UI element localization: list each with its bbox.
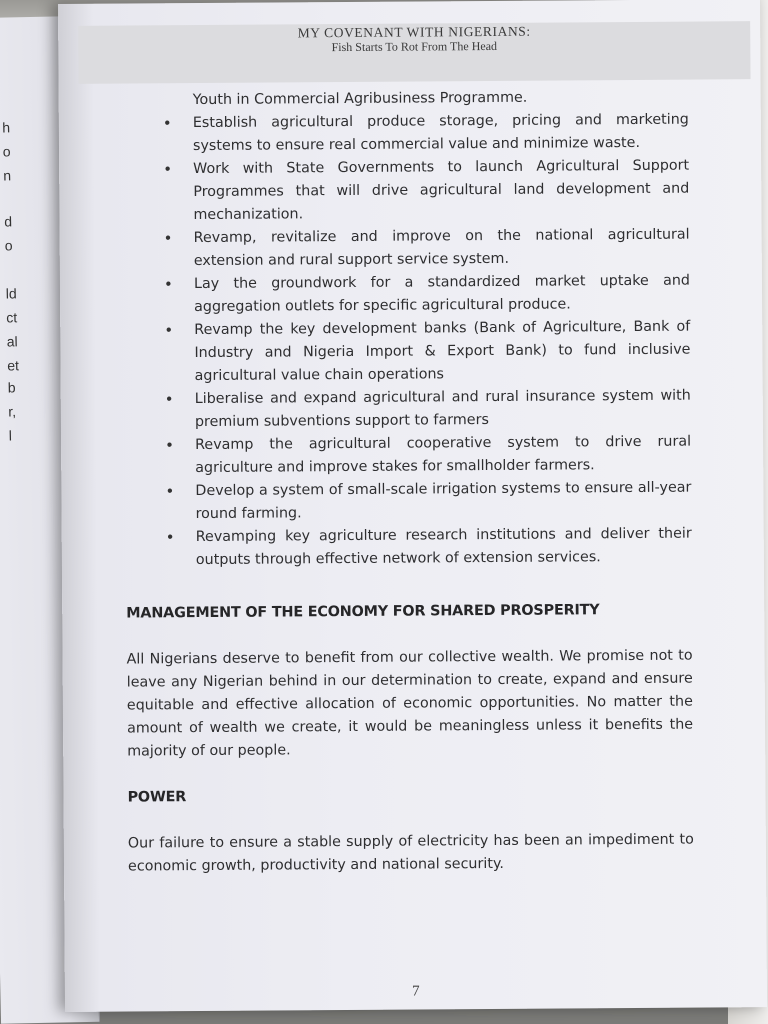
left-page-fragment: ld [5, 285, 17, 302]
left-page-fragment: ct [6, 309, 18, 326]
list-item: • Establish agricultural produce storage, pricing and marketing systems to ensure real commercial value and minimize waste. [123, 109, 689, 159]
list-item: • Develop a system of small-scale irrigation systems to ensure all-year round farming. [125, 477, 691, 527]
page-header [78, 21, 750, 84]
left-page-fragment: o [2, 143, 11, 160]
book-page [58, 0, 767, 1012]
list-item: • Revamp, revitalize and improve on the national agricultural extension and rural support service system. [124, 224, 690, 274]
section-paragraph-economy: All Nigerians deserve to benefit from our collective wealth. We promise not to leave any Nigerian behind in our determination to create, expand and ensure equitable and effective allocation of economic opportunities. No matter the amount of wealth we create, it would be meaningless unless it benefits the majority of our people. [126, 647, 694, 760]
left-page-fragment: d [4, 213, 13, 230]
left-page-fragment: l [8, 427, 13, 444]
page-number: 7 [412, 983, 420, 1000]
left-page-fragment: al [6, 333, 18, 350]
continued-bullet-line: Youth in Commercial Agribusiness Programme. [192, 89, 528, 109]
list-item: • Revamping key agriculture research institutions and deliver their outputs through effective network of extension services. [126, 523, 692, 573]
left-page-fragment: h [2, 119, 11, 136]
left-page-fragment: n [3, 167, 12, 184]
left-page-fragment: et [7, 357, 20, 374]
left-page-fragment: r, [8, 403, 17, 420]
list-item: • Revamp the agricultural cooperative system to drive rural agriculture and improve stakes for smallholder farmers. [125, 431, 691, 481]
list-item: • Revamp the key development banks (Bank of Agriculture, Bank of Industry and Nigeria Import & Export Bank) to fund inclusive agricultural value chain operations [124, 316, 690, 389]
left-page-fragment: b [7, 379, 16, 396]
list-item: • Work with State Governments to launch Agricultural Support Programmes that will drive agricultural land development and mechanization. [123, 155, 689, 228]
section-paragraph-power: Our failure to ensure a stable supply of electricity has been an impediment to economic growth, productivity and national security. [127, 831, 694, 875]
list-item: • Lay the groundwork for a standardized market uptake and aggregation outlets for specific agricultural produce. [124, 270, 690, 320]
page-content [123, 86, 694, 879]
left-page-fragment: o [4, 237, 13, 254]
header-title: MY COVENANT WITH NIGERIANS: [297, 23, 531, 41]
section-heading-economy: MANAGEMENT OF THE ECONOMY FOR SHARED PROSPERITY [126, 602, 600, 622]
header-subtitle: Fish Starts To Rot From The Head [331, 38, 498, 55]
bullet-list [123, 109, 692, 573]
list-item: • Liberalise and expand agricultural and rural insurance system with premium subventions support to farmers [125, 385, 691, 435]
section-heading-power: POWER [127, 789, 187, 806]
